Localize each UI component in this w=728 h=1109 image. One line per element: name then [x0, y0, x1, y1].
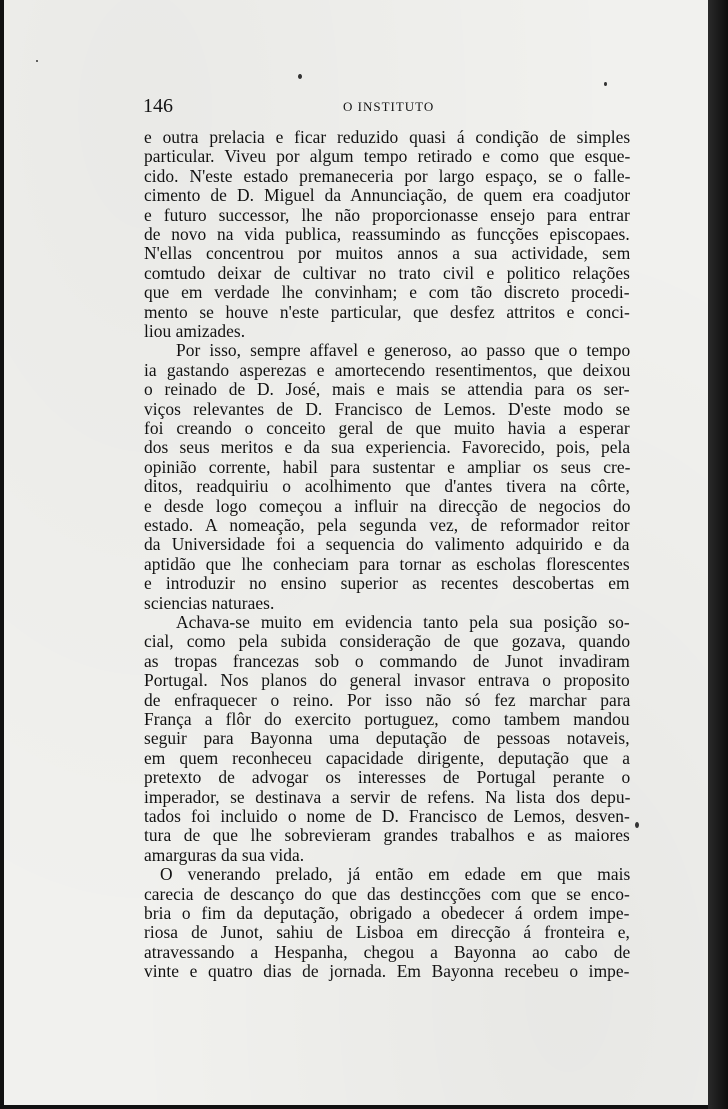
text-line: e desde logo começou a influir na direcção de negocios do [144, 495, 631, 516]
text-line: de novo na vida publica, reassumindo as funcções episcopaes. [144, 224, 630, 244]
text-line: Por isso, sempre affavel e generoso, ao passo que o tempo [176, 340, 631, 361]
text-line: tados foi incluido o nome de D. Francisco de Lemos, desven- [144, 806, 630, 826]
text-line: atravessando a Hespanha, chegou a Bayonna ao cabo de [144, 941, 631, 962]
ink-speck [604, 82, 607, 86]
text-line: opinião corrente, habil para sustentar e ampliar os seus cre- [144, 456, 631, 477]
text-line: de enfraquecer o reino. Por isso não só fez marchar para [144, 689, 631, 710]
text-line: estado. A nomeação, pela segunda vez, de reformador reitor [144, 515, 630, 535]
text-line: riosa de Junot, sahiu de Lisboa em direcção á fronteira e, [144, 922, 630, 943]
text-line: amarguras da sua vida. [144, 844, 305, 865]
text-line: Portugal. Nos planos do general invasor entrava o proposito [144, 670, 630, 691]
running-title: O INSTITUTO [343, 99, 435, 114]
text-line: seguir para Bayonna uma deputação de pessoas notaveis, [144, 728, 630, 749]
ink-speck [36, 60, 38, 62]
text-line: e futuro successor, lhe não proporcionasse ensejo para entrar [144, 204, 630, 225]
text-line: O venerando prelado, já então em edade em que mais [160, 864, 631, 885]
page-edge-shadow [708, 0, 728, 1109]
text-line: foi creando o conceito geral de que muito havia a esperar [144, 418, 630, 438]
text-line: e introduzir no ensino superior as recentes descobertas em [144, 573, 630, 594]
text-line: viços relevantes de D. Francisco de Lemos. D'este modo se [144, 398, 631, 419]
text-line: da Universidade foi a sequencia do valimento adquirido e da [144, 534, 630, 555]
text-line: dos seus meritos e da sua experiencia. Favorecido, pois, pela [144, 437, 631, 458]
text-line: vinte e quatro dias de jornada. Em Bayonna recebeu o impe- [144, 961, 630, 982]
text-line: cimento de D. Miguel da Annunciação, de quem era coadjutor [144, 185, 631, 206]
text-line: Achava-se muito em evidencia tanto pela sua posição so- [176, 612, 630, 632]
text-line: cido. N'este estado premaneceria por largo espaço, se o falle- [144, 165, 631, 186]
text-line: cial, como pela subida consideração de que gozava, quando [144, 631, 631, 652]
text-line: mento se houve n'este particular, que desfez attritos e conci- [144, 301, 630, 322]
text-line: N'ellas concentrou por muitos annos a sua actividade, sem [144, 243, 631, 264]
ink-speck [635, 822, 639, 828]
text-line: sciencias naturaes. [144, 592, 275, 613]
text-line: tura de que lhe sobrevieram grandes trabalhos e as maiores [144, 825, 630, 846]
text-line: França a flôr do exercito portuguez, como tambem mandou [144, 709, 630, 729]
text-line: que em verdade lhe convinham; e com tão discreto procedi- [144, 282, 630, 303]
text-line: ditos, readquiriu o acolhimento que d'antes tivera na côrte, [144, 476, 630, 497]
text-line: bria o fim da deputação, obrigado a obedecer á ordem impe- [144, 903, 630, 923]
page-number: 146 [143, 95, 173, 117]
text-line: comtudo deixar de cultivar no trato civil e politico relações [144, 262, 630, 283]
text-line: o reinado de D. José, mais e mais se attendia para os ser- [144, 379, 630, 400]
text-line: imperador, se destinava a servir de refens. Na lista dos depu- [144, 786, 631, 807]
text-line: carecia de descanço do que das destincções com que se enco- [144, 883, 630, 904]
ink-speck [298, 74, 302, 79]
text-line: liou amizades. [144, 321, 246, 341]
text-line: particular. Viveu por algum tempo retirado e como que esque- [144, 146, 631, 167]
text-line: aptidão que lhe conheciam para tornar as escholas florescentes [144, 553, 630, 574]
text-line: pretexto de advogar os interesses de Portugal perante o [144, 767, 631, 788]
text-line: em quem reconheceu capacidade dirigente, deputação que a [144, 747, 630, 768]
page-header [143, 94, 635, 120]
text-line: as tropas francezas sob o commando de Junot invadiram [144, 650, 630, 671]
text-line: e outra prelacia e ficar reduzido quasi á condição de simples [144, 127, 631, 147]
text-line: ia gastando asperezas e amortecendo resentimentos, que deixou [144, 359, 631, 380]
